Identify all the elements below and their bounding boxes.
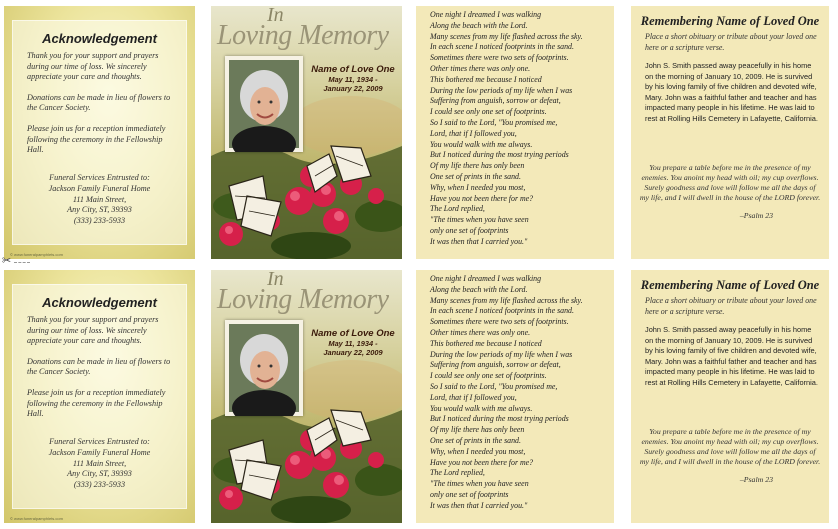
- donations-text: Donations can be made in lieu of flowers to the Cancer Society.: [27, 92, 171, 113]
- obituary-title: Remembering Name of Loved One: [640, 278, 820, 292]
- poem-line: One set of prints in the sand.: [430, 435, 521, 445]
- acknowledgement-panel: [4, 6, 195, 259]
- deceased-name: Name of Love One: [311, 328, 395, 339]
- obituary-panel: [631, 6, 829, 259]
- acknowledgement-body: [27, 51, 176, 166]
- acknowledgement-box: [12, 20, 187, 245]
- date-line: May 11, 1934 -: [328, 339, 378, 348]
- poem-line: One night I dreamed I was walking: [430, 274, 542, 283]
- poem-line: During the low periods of my life when I was: [430, 349, 573, 359]
- poem-line: One set of prints in the sand.: [430, 171, 521, 181]
- acknowledgement-box: [12, 284, 187, 509]
- reception-text: Please join us for a reception immediately following the ceremony in the Fellowship Hall.: [27, 123, 166, 155]
- loving-memory-title: Loving Memory: [217, 284, 389, 315]
- scissors-icon: ✂: [2, 254, 12, 267]
- in-title: In: [267, 6, 284, 26]
- poem-line: It was then that I carried you.": [430, 500, 528, 510]
- funeral-services: [13, 173, 186, 227]
- poem-line: only one set of footprints: [430, 225, 509, 235]
- obituary-text: John S. Smith passed away peacefully in his home on the morning of January 10, 2009. He is survived by his loving family of five children and devoted wife, Mary. John was a faithful father and teacher and has impacted many people in his lifetime. He was laid to rest at Rolling Hills Cemetery in Lafayette, California.: [645, 325, 818, 387]
- acknowledgement-panel: [4, 270, 195, 523]
- poem-line: This bothered me because I noticed: [430, 338, 542, 348]
- poem-line: Many scenes from my life flashed across the sky.: [430, 295, 583, 305]
- fs-line: (333) 233-5933: [73, 216, 126, 226]
- copyright-url: © www.funeralpamphlets.com: [10, 516, 63, 521]
- verse-reference: –Psalm 23: [739, 211, 773, 220]
- poem-line: "The times when you have seen: [430, 215, 529, 225]
- poem-line: During the low periods of my life when I was: [430, 85, 573, 95]
- deceased-name-block: [305, 328, 401, 357]
- poem-line: It was then that I carried you.": [430, 236, 528, 246]
- funeral-services: [13, 437, 186, 491]
- poem-line: Why, when I needed you most,: [430, 446, 526, 456]
- poem-line: only one set of footprints: [430, 489, 509, 499]
- acknowledgement-title: Acknowledgement: [42, 295, 157, 310]
- poem-line: But I noticed during the most trying periods: [430, 150, 569, 160]
- poem-line: Lord, that if I followed you,: [430, 392, 517, 402]
- obituary-placeholder: Place a short obituary or tribute about your loved one here or a scripture verse.: [645, 296, 817, 316]
- poem-line: I could see only one set of footprints.: [430, 107, 547, 117]
- fs-line: Funeral Services Entrusted to:: [49, 437, 150, 446]
- poem-line: One night I dreamed I was walking: [430, 10, 542, 19]
- scripture-verse: You prepare a table before me in the presence of my enemies. You anoint my head with oil; my cup overflows. Surely goodness and love will follow me all the days of my life, and I will dwell in the house of the LORD forever.: [639, 427, 821, 466]
- deceased-name: Name of Love One: [311, 64, 395, 75]
- in-title: In: [267, 270, 284, 290]
- thanks-text: Thank you for your support and prayers during our time of loss. We sincerely appreciate your care and thoughts.: [27, 315, 159, 346]
- cut-line: [14, 262, 30, 263]
- poem-line: In each scene I noticed footprints in the sand.: [430, 42, 574, 52]
- poem-line: Other times there was only one.: [430, 327, 531, 337]
- poem-line: Of my life there has only been: [430, 425, 525, 435]
- obituary-title: Remembering Name of Loved One: [640, 14, 820, 28]
- fs-line: 111 Main Street,: [72, 458, 127, 468]
- poem-line: Sometimes there were two sets of footprints.: [430, 53, 569, 63]
- poem-line: The Lord replied,: [430, 204, 485, 214]
- donations-text: Donations can be made in lieu of flowers to the Cancer Society.: [27, 356, 171, 377]
- poem-line: In each scene I noticed footprints in the sand.: [430, 306, 574, 316]
- fs-line: (333) 233-5933: [73, 480, 126, 490]
- cover-panel: [211, 270, 402, 523]
- poem-panel: [416, 6, 614, 259]
- poem-line: Have you not been there for me?: [430, 193, 534, 203]
- poem-line: Sometimes there were two sets of footprints.: [430, 317, 569, 327]
- verse-reference: –Psalm 23: [739, 475, 773, 484]
- fs-line: Jackson Family Funeral Home: [48, 183, 151, 193]
- poem-line: Lord, that if I followed you,: [430, 128, 517, 138]
- poem-line: Many scenes from my life flashed across the sky.: [430, 31, 583, 41]
- poem-line: Suffering from anguish, sorrow or defeat,: [430, 360, 561, 370]
- poem-line: Along the beach with the Lord.: [430, 20, 528, 30]
- poem-line: But I noticed during the most trying periods: [430, 414, 569, 424]
- portrait-image: [225, 320, 303, 416]
- obituary-placeholder: Place a short obituary or tribute about your loved one here or a scripture verse.: [645, 32, 817, 52]
- fs-line: Any City, ST, 39393: [67, 205, 132, 215]
- poem-line: So I said to the Lord, "You promised me,: [430, 381, 558, 391]
- acknowledgement-title: Acknowledgement: [42, 31, 157, 46]
- portrait-photo: [225, 320, 303, 416]
- poem-line: "The times when you have seen: [430, 479, 529, 489]
- poem-line: Why, when I needed you most,: [430, 182, 526, 192]
- date-line: May 11, 1934 -: [328, 75, 378, 84]
- footprints-poem: [430, 274, 608, 512]
- reception-text: Please join us for a reception immediately following the ceremony in the Fellowship Hall.: [27, 387, 166, 419]
- obituary-text: John S. Smith passed away peacefully in his home on the morning of January 10, 2009. He is survived by his loving family of five children and devoted wife, Mary. John was a faithful father and teacher and has impacted many people in his lifetime. He was laid to rest at Rolling Hills Cemetery in Lafayette, California.: [645, 61, 818, 123]
- portrait-photo: [225, 56, 303, 152]
- acknowledgement-body: [27, 315, 176, 430]
- poem-line: Of my life there has only been: [430, 161, 525, 171]
- fs-line: Funeral Services Entrusted to:: [49, 173, 150, 182]
- copyright-url: © www.funeralpamphlets.com: [10, 252, 63, 257]
- fs-line: Jackson Family Funeral Home: [48, 447, 151, 457]
- poem-line: I could see only one set of footprints.: [430, 371, 547, 381]
- poem-line: You would walk with me always.: [430, 139, 533, 149]
- poem-line: You would walk with me always.: [430, 403, 533, 413]
- thanks-text: Thank you for your support and prayers during our time of loss. We sincerely appreciate your care and thoughts.: [27, 51, 159, 82]
- footprints-poem: [430, 10, 608, 248]
- poem-line: Along the beach with the Lord.: [430, 284, 528, 294]
- portrait-image: [225, 56, 303, 152]
- cover-panel: [211, 6, 402, 259]
- date-line: January 22, 2009: [323, 348, 383, 357]
- poem-line: Suffering from anguish, sorrow or defeat,: [430, 96, 561, 106]
- deceased-name-block: [305, 64, 401, 93]
- poem-panel: [416, 270, 614, 523]
- fs-line: 111 Main Street,: [72, 194, 127, 204]
- poem-line: The Lord replied,: [430, 468, 485, 478]
- scripture-verse: You prepare a table before me in the presence of my enemies. You anoint my head with oil; my cup overflows. Surely goodness and love will follow me all the days of my life, and I will dwell in the house of the LORD forever.: [639, 163, 821, 202]
- obituary-panel: [631, 270, 829, 523]
- date-line: January 22, 2009: [323, 84, 383, 93]
- loving-memory-title: Loving Memory: [217, 20, 389, 51]
- poem-line: So I said to the Lord, "You promised me,: [430, 117, 558, 127]
- poem-line: Have you not been there for me?: [430, 457, 534, 467]
- poem-line: This bothered me because I noticed: [430, 74, 542, 84]
- fs-line: Any City, ST, 39393: [67, 469, 132, 479]
- poem-line: Other times there was only one.: [430, 63, 531, 73]
